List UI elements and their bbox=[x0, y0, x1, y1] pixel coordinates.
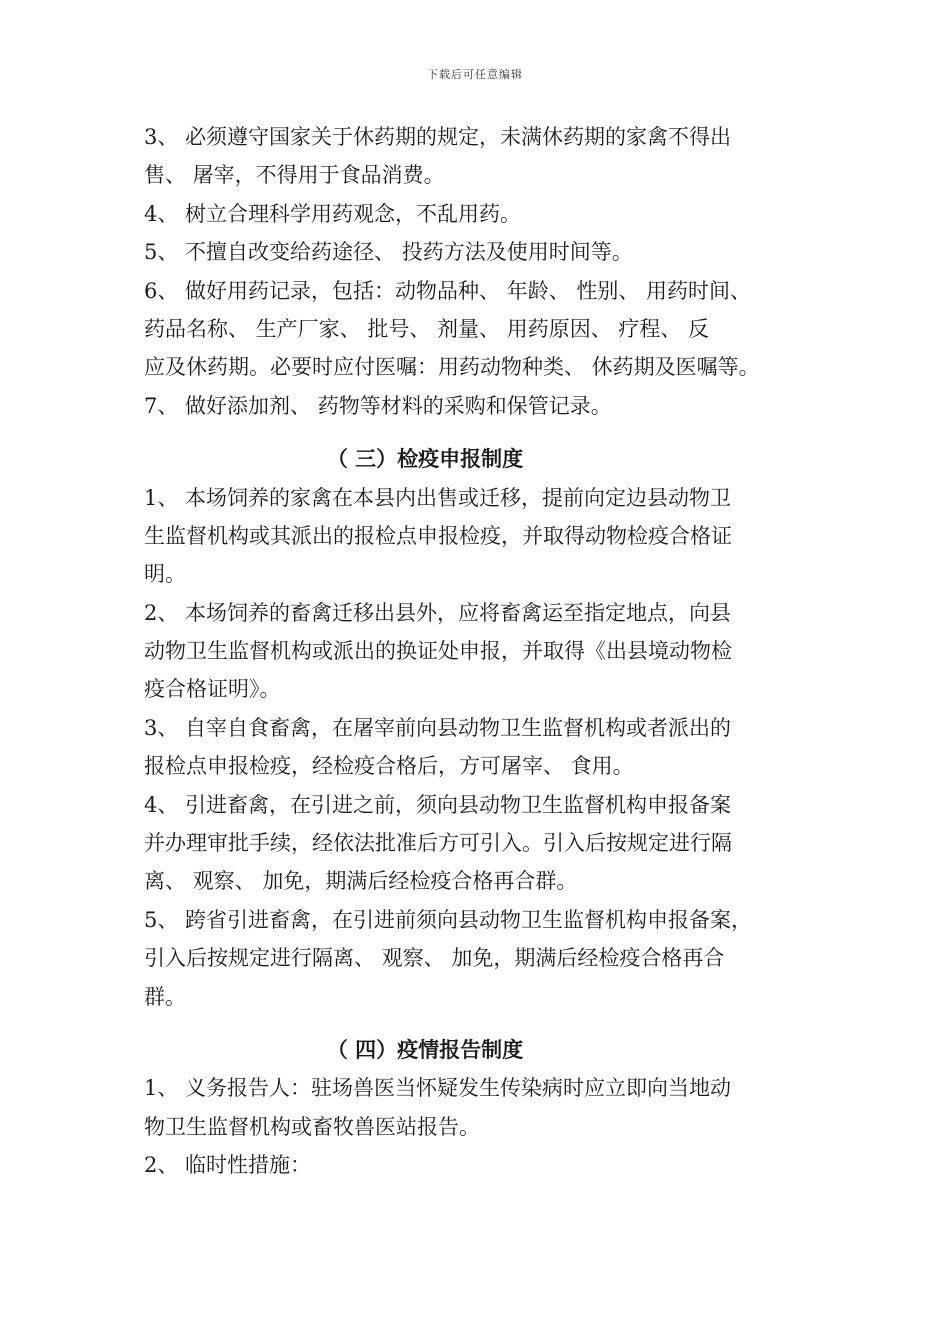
paragraph-line: 疫合格证明》。 bbox=[144, 677, 281, 702]
paragraph-line: 7、 做好添加剂、 药物等材料的采购和保管记录。 bbox=[144, 393, 612, 418]
document-body bbox=[144, 118, 824, 1185]
paragraph-line: 离、 观察、 加免，期满后经检疫合格再合群。 bbox=[144, 869, 578, 894]
paragraph-line: 6、 做好用药记录，包括：动物品种、 年龄、 性别、 用药时间、 bbox=[144, 278, 752, 303]
section-quarantine-reporting bbox=[144, 440, 824, 1016]
page-header-note: 下载后可任意编辑 bbox=[427, 68, 523, 81]
paragraph-line: 明。 bbox=[144, 562, 186, 587]
paragraph-line: 4、 引进畜禽，在引进之前，须向县动物卫生监督机构申报备案 bbox=[144, 792, 732, 817]
section-heading: （ 三）检疫申报制度 bbox=[326, 446, 524, 472]
paragraph-line: 1、 义务报告人：驻场兽医当怀疑发生传染病时应立即向当地动 bbox=[144, 1076, 732, 1101]
medication-rules-list bbox=[144, 118, 824, 425]
paragraph-line: 应及休药期。必要时应付医嘱：用药动物种类、 休药期及医嘱等。 bbox=[144, 355, 760, 380]
section-spacer bbox=[144, 425, 824, 440]
paragraph-line: 4、 树立合理科学用药观念，不乱用药。 bbox=[144, 201, 522, 226]
paragraph-line: 2、 本场饲养的畜禽迁移出县外，应将畜禽运至指定地点，向县 bbox=[144, 600, 732, 625]
paragraph-line: 引入后按规定进行隔离、 观察、 加免，期满后经检疫合格再合 bbox=[144, 946, 725, 971]
paragraph-line: 生监督机构或其派出的报检点申报检疫，并取得动物检疫合格证 bbox=[144, 523, 732, 548]
section-spacer bbox=[144, 1016, 824, 1031]
paragraph-line: 报检点申报检疫，经检疫合格后，方可屠宰、 食用。 bbox=[144, 754, 634, 779]
paragraph-line: 并办理审批手续，经依法批准后方可引入。引入后按规定进行隔 bbox=[144, 831, 732, 856]
paragraph-line: 5、 不擅自改变给药途径、 投药方法及使用时间等。 bbox=[144, 240, 633, 265]
section-heading: （ 四）疫情报告制度 bbox=[326, 1036, 524, 1062]
paragraph-line: 群。 bbox=[144, 984, 186, 1009]
paragraph-line: 1、 本场饲养的家禽在本县内出售或迁移，提前向定边县动物卫 bbox=[144, 485, 732, 510]
paragraph-line: 动物卫生监督机构或派出的换证处申报，并取得《出县境动物检 bbox=[144, 639, 732, 664]
paragraph-line: 3、 必须遵守国家关于休药期的规定，未满休药期的家禽不得出 bbox=[144, 125, 732, 149]
paragraph-line: 2、 临时性措施： bbox=[144, 1153, 312, 1178]
section-epidemic-reporting bbox=[144, 1031, 824, 1185]
paragraph-line: 3、 自宰自食畜禽，在屠宰前向县动物卫生监督机构或者派出的 bbox=[144, 715, 732, 740]
paragraph-line: 售、 屠宰，不得用于食品消费。 bbox=[144, 163, 445, 188]
paragraph-line: 物卫生监督机构或畜牧兽医站报告。 bbox=[144, 1114, 480, 1139]
paragraph-line: 5、 跨省引进畜禽，在引进前须向县动物卫生监督机构申报备案， bbox=[144, 907, 753, 932]
paragraph-line: 药品名称、 生产厂家、 批号、 剂量、 用药原因、 疗程、 反 bbox=[144, 316, 710, 341]
